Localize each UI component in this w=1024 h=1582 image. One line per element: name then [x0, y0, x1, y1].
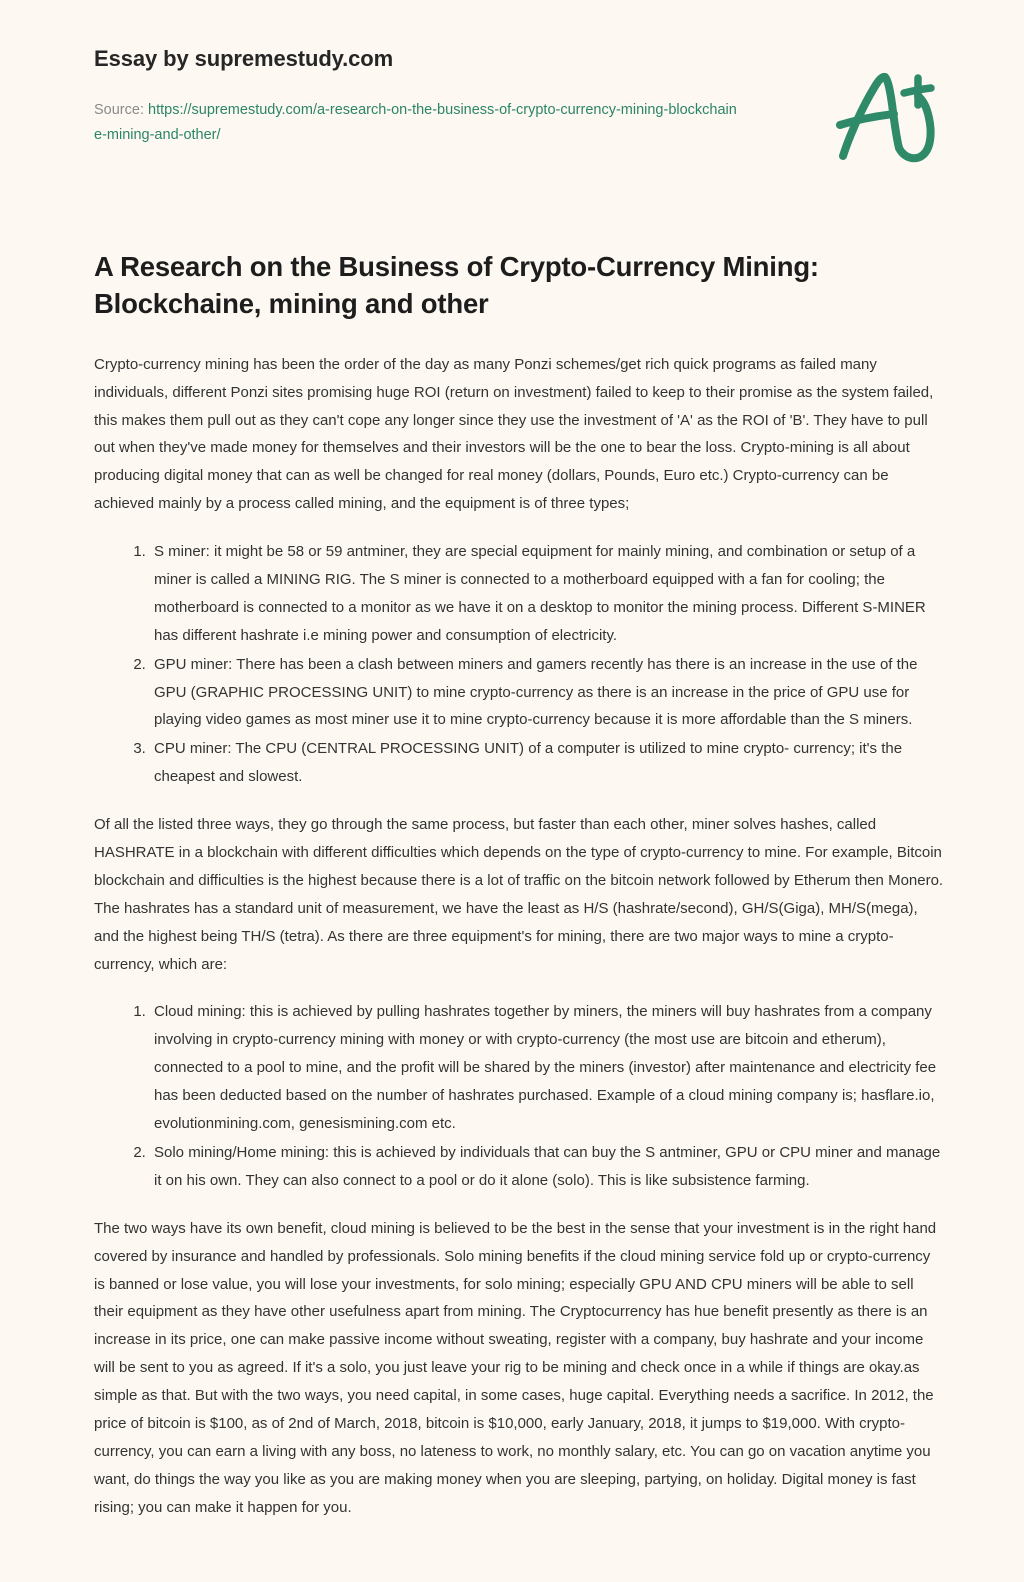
- brand-title: Essay by supremestudy.com: [94, 46, 394, 71]
- source-link[interactable]: https://supremestudy.com/a-research-on-the-business-of-crypto-currency-mining-blockchaine-mining-and-other/: [94, 102, 737, 144]
- list-item: 1. S miner: it might be 58 or 59 antminer, they are special equipment for mainly mining, and combination or setup of a miner is called a MINING RIG. The S miner is connected to a motherboard equipped with a fan for cooling; the motherboard is connected to a monitor as we have it on a desktop to monitor the mining process. Different S-MINER has different hashrate i.e mining power and consumption of electricity.: [150, 538, 944, 650]
- source-line: [94, 98, 744, 148]
- list-item: 1. Cloud mining: this is achieved by pulling hashrates together by miners, the miners will buy hashrates from a company involving in crypto-currency mining with money or with crypto-currency (the most use are bitcoin and etherum), connected to a pool to mine, and the profit will be shared by the miners (investor) after maintenance and electricity fee has been deducted based on the number of hashrates purchased. Example of a cloud mining company is; hasflare.io, evolutionmining.com, genesismining.com etc.: [150, 998, 944, 1137]
- list-item: 2. Solo mining/Home mining: this is achieved by individuals that can buy the S antminer, GPU or CPU miner and manage it on his own. They can also connect to a pool or do it alone (solo). This is like subsistence farming.: [150, 1139, 944, 1195]
- a-plus-logo-icon: [830, 62, 950, 172]
- page-header: [0, 0, 1024, 190]
- list-item: 2. GPU miner: There has been a clash between miners and gamers recently has there is an increase in the use of the GPU (GRAPHIC PROCESSING UNIT) to mine crypto-currency as there is an increase in the price of GPU use for playing video games as most miner use it to mine crypto-currency because it is more affordable than the S miners.: [150, 651, 944, 735]
- equipment-list: [94, 538, 944, 791]
- mining-ways-list: [94, 998, 944, 1194]
- hashrate-paragraph: Of all the listed three ways, they go through the same process, but faster than each other, miner solves hashes, called HASHRATE in a blockchain with different difficulties which depends on the type of crypto-currency to mine. For example, Bitcoin blockchain and difficulties is the highest because there is a lot of traffic on the bitcoin network followed by Etherum then Monero. The hashrates has a standard unit of measurement, we have the least as H/S (hashrate/second), GH/S(Giga), MH/S(mega), and the highest being TH/S (tetra). As there are three equipment's for mining, there are two major ways to mine a crypto-currency, which are:: [94, 816, 944, 973]
- article-body: [0, 248, 1024, 1582]
- list-item: 3. CPU miner: The CPU (CENTRAL PROCESSING UNIT) of a computer is utilized to mine crypto- currency; it's the cheapest and slowest.: [150, 735, 944, 791]
- intro-paragraph: Crypto-currency mining has been the order of the day as many Ponzi schemes/get rich quick programs as failed many individuals, different Ponzi sites promising huge ROI (return on investment) failed to keep to their promise as the system failed, this makes them pull out as they can't cope any longer since they use the investment of 'A' as the ROI of 'B'. They have to pull out when they've made money for themselves and their investors will be the one to bear the loss. Crypto-mining is all about producing digital money that can as well be changed for real money (dollars, Pounds, Euro etc.) Crypto-currency can be achieved mainly by a process called mining, and the equipment is of three types;: [94, 355, 934, 513]
- page-title: A Research on the Business of Crypto-Currency Mining: Blockchaine, mining and other: [94, 251, 819, 320]
- conclusion-paragraph: The two ways have its own benefit, cloud mining is believed to be the best in the sense that your investment is in the right hand covered by insurance and handled by professionals. Solo mining benefits if the cloud mining service fold up or crypto-currency is banned or lose value, you will lose your investments, for solo mining; especially GPU AND CPU miners will be able to sell their equipment as they have other usefulness apart from mining. The Cryptocurrency has hue benefit presently as there is an increase in its price, one can make passive income without sweating, register with a company, buy hashrate and your income will be sent to you as agreed. If it's a solo, you just leave your rig to be mining and check once in a while if things are okay.as simple as that. But with the two ways, you need capital, in some cases, huge capital. Everything needs a sacrifice. In 2012, the price of bitcoin is $100, as of 2nd of March, 2018, bitcoin is $10,000, early January, 2018, it jumps to $19,000. With crypto-currency, you can earn a living with any boss, no lateness to work, no monthly salary, etc. You can go on vacation anytime you want, do things the way you like as you are making money when you are sleeping, partying, on holiday. Digital money is fast rising; you can make it happen for you.: [94, 1219, 937, 1516]
- source-label: Source:: [94, 102, 144, 119]
